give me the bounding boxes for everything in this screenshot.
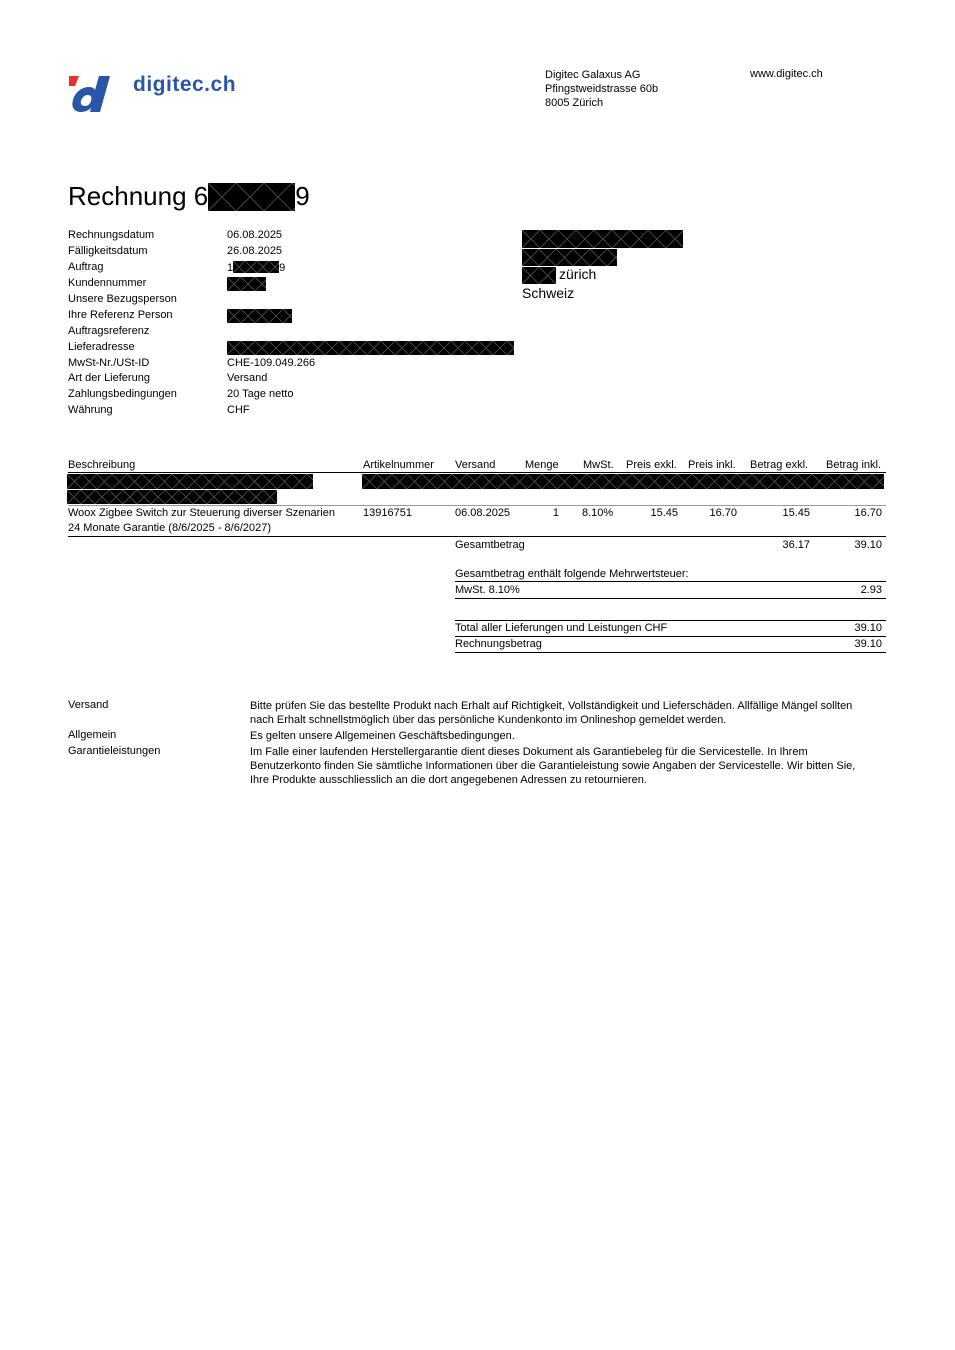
meta-value — [227, 261, 285, 274]
col-header-amount-excl: Betrag exkl. — [750, 459, 809, 471]
logo-text: digitec.ch — [133, 73, 237, 96]
meta-label: Auftragsreferenz — [68, 325, 150, 337]
item-shipped-date: 06.08.2025 — [455, 507, 511, 519]
meta-label: Unsere Bezugsperson — [68, 293, 177, 305]
col-header-price-excl: Preis exkl. — [626, 459, 677, 471]
meta-value: 06.08.2025 — [227, 229, 283, 241]
recipient-country: Schweiz — [522, 285, 575, 301]
redaction-block — [208, 183, 295, 211]
col-header-description: Beschreibung — [68, 459, 136, 471]
col-header-price-incl: Preis inkl. — [688, 459, 736, 471]
meta-value: CHF — [227, 404, 250, 416]
grand-total-amount: 39.10 — [854, 622, 882, 634]
meta-label: Auftrag — [68, 261, 104, 273]
redaction-block — [227, 309, 292, 323]
redaction-block — [227, 341, 514, 355]
redaction-block — [362, 474, 884, 489]
meta-label: Zahlungsbedingungen — [68, 388, 177, 400]
note-text-versand: Bitte prüfen Sie das bestellte Produkt nach Erhalt auf Richtigkeit, Vollständigkeit und Lieferschäden. Allfällige Mängel sollten nach Erhalt schnellstmöglich über das persönliche Kundenkonto im Onlineshop gemeldet werden. — [250, 700, 853, 726]
redaction-block — [67, 490, 277, 504]
website-link[interactable]: www.digitec.ch — [750, 68, 823, 80]
item-warranty: 24 Monate Garantie (8/6/2025 - 8/6/2027) — [68, 522, 272, 534]
vat-bottom-line — [455, 598, 886, 599]
redaction-block — [522, 230, 683, 248]
redaction-block — [67, 474, 313, 489]
item-amount-incl: 16.70 — [854, 507, 882, 519]
company-name: Digitec Galaxus AG — [545, 69, 641, 81]
title-suffix: 9 — [295, 181, 310, 211]
invoice-amount-label: Rechnungsbetrag — [455, 638, 542, 650]
recipient-city: zürich — [559, 266, 597, 282]
col-header-vat: MwSt. — [583, 459, 614, 471]
redaction-block — [522, 267, 556, 284]
note-label-allgemein: Allgemein — [68, 729, 117, 741]
meta-label: Fälligkeitsdatum — [68, 245, 148, 257]
total-mid-line — [455, 636, 886, 637]
meta-label: Währung — [68, 404, 113, 416]
vat-amount: 2.93 — [860, 584, 882, 596]
meta-label: Rechnungsdatum — [68, 229, 155, 241]
meta-value: Versand — [227, 372, 268, 384]
note-label-versand: Versand — [68, 699, 109, 711]
total-excl: 36.17 — [782, 539, 810, 551]
note-label-garantie: Garantieleistungen — [68, 745, 161, 757]
company-address — [545, 68, 658, 110]
row-divider — [68, 505, 886, 506]
header-divider — [68, 472, 886, 473]
item-price-incl: 16.70 — [709, 507, 737, 519]
meta-value: 26.08.2025 — [227, 245, 283, 257]
total-label: Gesamtbetrag — [455, 539, 525, 551]
meta-label: Ihre Referenz Person — [68, 309, 173, 321]
vat-intro: Gesamtbetrag enthält folgende Mehrwertsteuer: — [455, 568, 689, 580]
vat-divider — [455, 581, 886, 582]
redaction-block — [522, 249, 617, 266]
vat-label: MwSt. 8.10% — [455, 584, 520, 596]
meta-label: Kundennummer — [68, 277, 147, 289]
invoice-amount: 39.10 — [854, 638, 882, 650]
redaction-block — [233, 261, 279, 273]
item-amount-excl: 15.45 — [782, 507, 810, 519]
col-header-article: Artikelnummer — [363, 459, 434, 471]
company-street: Pfingstweidstrasse 60b — [545, 83, 659, 95]
total-incl: 39.10 — [854, 539, 882, 551]
note-text-garantie: Im Falle einer laufenden Herstellergarantie dient dieses Dokument als Garantiebeleg für die Servicestelle. In Ihrem Benutzerkonto finden Sie sämtliche Informationen über die Garantieleistung sowie Angaben der Servicestelle. Wir bitten Sie, Ihre Produkte ausschliesslich an die dort angegebenen Adressen zu retournieren. — [250, 746, 856, 786]
auftrag-prefix: 1 — [227, 262, 234, 274]
total-top-line — [455, 620, 886, 621]
note-text-allgemein: Es gelten unsere Allgemeinen Geschäftsbedingungen. — [250, 730, 515, 742]
item-vat: 8.10% — [582, 507, 614, 519]
col-header-shipped: Versand — [455, 459, 496, 471]
meta-label: Lieferadresse — [68, 341, 135, 353]
col-header-qty: Menge — [525, 459, 559, 471]
meta-value: 20 Tage netto — [227, 388, 294, 400]
item-description: Woox Zigbee Switch zur Steuerung diverser Szenarien — [68, 507, 335, 519]
redaction-block — [227, 277, 266, 291]
col-header-amount-incl: Betrag inkl. — [826, 459, 882, 471]
meta-value: CHE-109.049.266 — [227, 357, 316, 369]
grand-total-label: Total aller Lieferungen und Leistungen CHF — [455, 622, 668, 634]
auftrag-suffix: 9 — [279, 262, 286, 274]
company-city: 8005 Zürich — [545, 97, 604, 109]
total-bottom-line — [455, 652, 886, 653]
meta-label: Art der Lieferung — [68, 372, 150, 384]
digitec-logo-icon — [69, 76, 111, 112]
table-bottom-line — [68, 536, 886, 537]
meta-label: MwSt-Nr./USt-ID — [68, 357, 150, 369]
item-price-excl: 15.45 — [650, 507, 678, 519]
item-quantity: 1 — [552, 507, 559, 519]
page-title — [68, 181, 310, 212]
item-article-number: 13916751 — [363, 507, 412, 519]
title-prefix: Rechnung 6 — [68, 181, 209, 211]
